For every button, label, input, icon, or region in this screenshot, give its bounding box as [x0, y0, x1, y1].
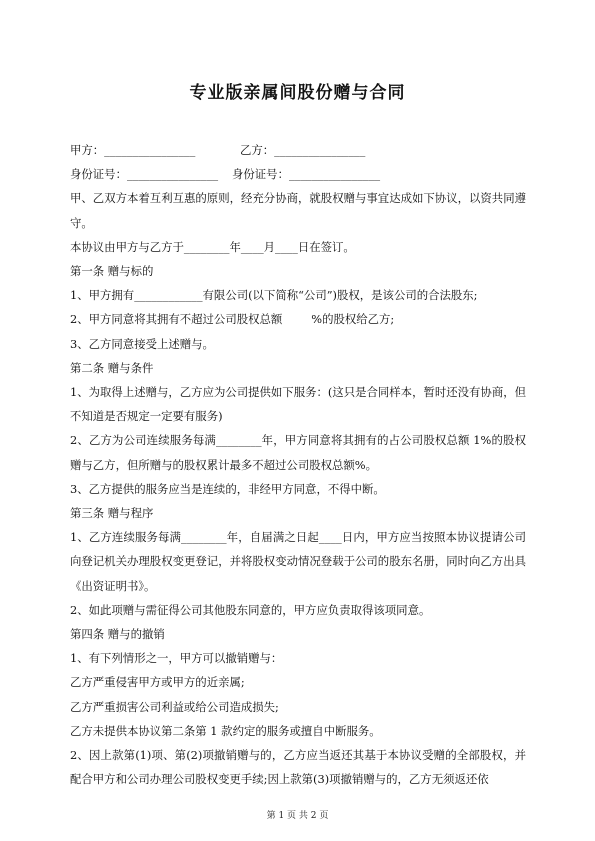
article-4-item: 乙方严重侵害甲方或甲方的近亲属; — [70, 675, 245, 690]
document-body — [70, 138, 526, 791]
article-4-item: 乙方严重损害公司利益或给公司造成损失; — [70, 699, 279, 714]
article-4-item: 2、因上款第(1)项、第(2)项撤销赠与的，乙方应当返还其基于本协议受赠的全部股权，并配合甲方和公司办理公司股权变更手续;因上款第(3)项撤销赠与的，乙方无须返还依 — [70, 748, 526, 787]
article-2-item: 1、为取得上述赠与，乙方应为公司提供如下服务：(这只是合同样本，暂时还没有协商，但不知道是否规定一定要有服务) — [70, 385, 526, 424]
intro-paragraph: 甲、乙双方本着互利互惠的原则，经充分协商，就股权赠与事宜达成如下协议，以资共同遵守。 — [70, 191, 526, 230]
id-row — [70, 162, 526, 186]
party-b-field: 乙方：________________ — [240, 143, 366, 157]
document-title: 专业版亲属间股份赠与合同 — [189, 83, 406, 103]
article-1-item: 3、乙方同意接受上述赠与。 — [70, 336, 214, 351]
party-row — [70, 138, 526, 162]
party-a-field: 甲方：________________ — [70, 143, 196, 157]
article-3-item: 1、乙方连续服务每满________年，自届满之日起____日内，甲方应当按照本协议提请公司向登记机关办理股权变更登记，并将股权变动情况登载于公司的股东名册，同时向乙方出具《出资证明书》。 — [70, 530, 526, 593]
article-1-heading: 第一条 赠与标的 — [70, 264, 154, 279]
id-b-field: 身份证号：________________ — [232, 167, 381, 182]
article-4-item: 乙方未提供本协议第二条第 1 款约定的服务或擅自中断服务。 — [70, 723, 381, 738]
article-2-item: 2、乙方为公司连续服务每满________年，甲方同意将其拥有的占公司股权总额 1%的股权赠与乙方，但所赠与的股权累计最多不超过公司股权总额%。 — [70, 433, 526, 472]
article-4-heading: 第四条 赠与的撤销 — [70, 627, 165, 642]
article-2-item: 3、乙方提供的服务应当是连续的，非经甲方同意，不得中断。 — [70, 481, 385, 496]
article-4-item: 1、有下列情形之一，甲方可以撤销赠与： — [70, 651, 283, 666]
article-1-item: 1、甲方拥有____________有限公司(以下简称“公司”)股权，是该公司的合法股东; — [70, 288, 478, 303]
article-3-item: 2、如此项赠与需征得公司其他股东同意的，甲方应负责取得该项同意。 — [70, 602, 431, 617]
page-footer: 第 1 页 共 2 页 — [266, 811, 329, 821]
signed-paragraph: 本协议由甲方与乙方于________年____月____日在签订。 — [70, 239, 355, 254]
article-2-heading: 第二条 赠与条件 — [70, 360, 154, 375]
article-3-heading: 第三条 赠与程序 — [70, 506, 154, 521]
article-1-item: 2、甲方同意将其拥有不超过公司股权总额 %的股权给乙方; — [70, 312, 395, 327]
id-a-field: 身份证号：________________ — [70, 167, 219, 182]
